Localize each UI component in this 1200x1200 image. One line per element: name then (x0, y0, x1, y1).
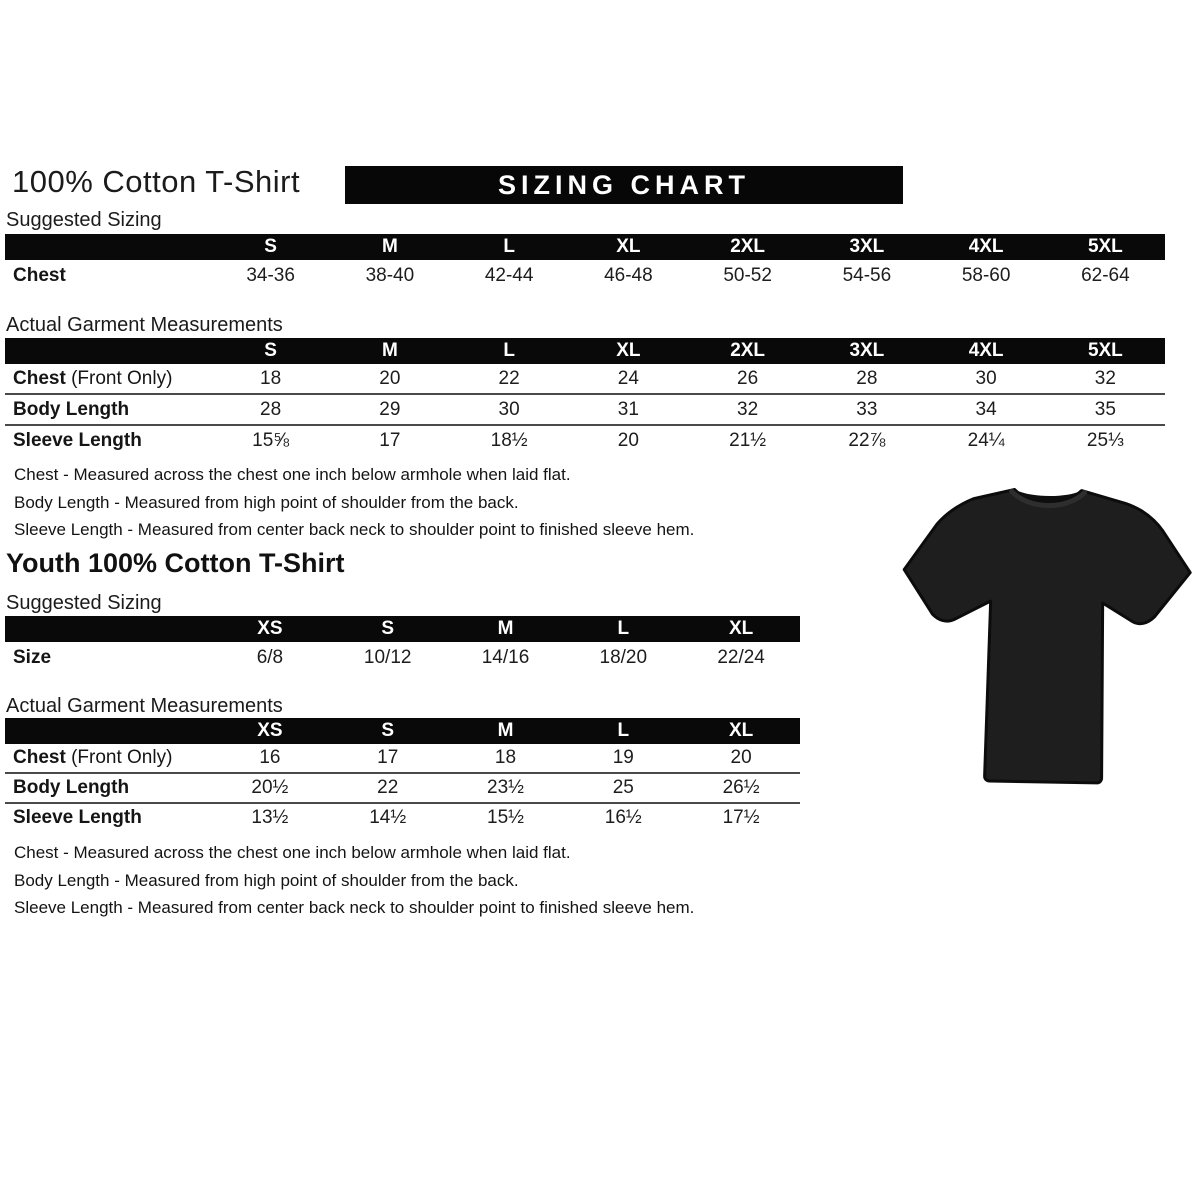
column-header: L (617, 618, 630, 639)
note-body-length: Body Length - Measured from high point of shoulder from the back. (14, 870, 519, 890)
column-header: 5XL (1087, 340, 1123, 361)
row-label (5, 368, 211, 390)
row-label-text: Body Length (13, 398, 130, 420)
row-label (5, 777, 211, 799)
column-header: M (381, 236, 398, 257)
table-cell: 50-52 (723, 264, 772, 286)
note-sleeve-length: Sleeve Length - Measured from center back neck to shoulder point to finished sleeve hem. (14, 898, 695, 917)
row-label-suffix: (Front Only) (65, 367, 173, 389)
table-cell: 18 (494, 747, 517, 768)
column-header: L (617, 720, 630, 741)
column-header: S (264, 340, 277, 361)
table-cell: 17½ (722, 807, 760, 828)
table-cell: 15½ (487, 807, 524, 828)
table-cell: 20 (379, 367, 401, 389)
table-cell: 16 (259, 747, 281, 768)
table-cell: 34-36 (246, 264, 295, 286)
column-header: 4XL (968, 236, 1004, 257)
row-label (5, 399, 211, 421)
table-cell: 22/24 (717, 646, 765, 668)
table-cell: 19 (612, 747, 634, 768)
row-label (5, 807, 211, 829)
note-body-length: Body Length - Measured from high point of shoulder from the back. (14, 492, 519, 512)
note-chest: Chest - Measured across the chest one inch below armhole when laid flat. (14, 465, 571, 484)
table-cell: 38-40 (365, 264, 415, 286)
column-header: 3XL (849, 236, 885, 257)
table-cell: 54-56 (842, 264, 892, 286)
adult-actual-heading: Actual Garment Measurements (6, 314, 283, 336)
table-cell: 20 (617, 429, 639, 451)
table-cell: 46-48 (604, 264, 653, 286)
column-header: 4XL (968, 340, 1004, 361)
table-cell: 22 (498, 367, 520, 389)
column-header: 2XL (730, 340, 766, 361)
table-cell: 20 (730, 747, 752, 768)
adult-title: 100% Cotton T-Shirt (12, 164, 301, 199)
adult-suggested-table (5, 234, 1165, 291)
table-row (5, 642, 800, 673)
column-header: 3XL (849, 340, 885, 361)
table-cell: 28 (856, 367, 878, 389)
youth-actual-table (5, 718, 800, 832)
youth-suggested-header-row (5, 616, 800, 642)
table-cell: 30 (498, 398, 520, 420)
column-header: S (264, 236, 277, 257)
table-cell: 20½ (251, 777, 289, 798)
table-row (5, 744, 800, 774)
column-header: 2XL (730, 236, 766, 257)
table-cell: 13½ (251, 807, 289, 828)
row-label-text: Chest (13, 264, 66, 286)
row-label-text: Chest (13, 367, 66, 389)
row-label-text: Sleeve Length (13, 429, 142, 451)
column-header: 5XL (1087, 236, 1123, 257)
table-cell: 32 (1094, 367, 1116, 389)
table-cell: 14/16 (481, 646, 530, 668)
adult-actual-header-row (5, 338, 1165, 364)
row-label-suffix: (Front Only) (65, 747, 173, 768)
table-cell: 42-44 (484, 264, 534, 286)
table-cell: 21½ (729, 429, 767, 451)
table-cell: 6/8 (256, 646, 284, 668)
row-label-text: Body Length (13, 777, 130, 798)
table-cell: 22 (377, 777, 399, 798)
table-cell: 30 (975, 367, 997, 389)
row-label (5, 747, 211, 769)
youth-suggested-heading: Suggested Sizing (6, 592, 162, 614)
table-cell: 10/12 (363, 646, 412, 668)
column-header: XL (728, 618, 754, 639)
black-tshirt-image (893, 474, 1198, 806)
column-header: M (497, 720, 514, 741)
table-cell: 33 (856, 398, 878, 420)
column-header: XS (257, 720, 283, 741)
table-cell: 14½ (369, 807, 407, 828)
table-cell: 62-64 (1081, 264, 1130, 286)
row-label-text: Size (13, 646, 52, 668)
table-cell: 18/20 (599, 646, 648, 668)
table-row (5, 260, 1165, 291)
youth-actual-header-row (5, 718, 800, 744)
youth-actual-heading: Actual Garment Measurements (6, 695, 283, 717)
youth-measurement-notes (14, 844, 694, 927)
table-cell: 58-60 (961, 264, 1011, 286)
table-cell: 17 (379, 429, 401, 451)
table-cell: 26 (737, 367, 759, 389)
sizing-chart-banner-label: SIZING CHART (498, 169, 750, 200)
table-cell: 24 (617, 367, 639, 389)
column-header: XL (616, 340, 641, 361)
table-cell: 32 (737, 398, 759, 420)
column-header: M (381, 340, 398, 361)
column-header: L (503, 236, 515, 257)
adult-measurement-notes (14, 466, 694, 549)
adult-suggested-header-row (5, 234, 1165, 260)
table-cell: 26½ (722, 777, 760, 798)
row-label (5, 430, 211, 452)
table-cell: 34 (975, 398, 997, 420)
column-header: S (381, 720, 395, 741)
tshirt-svg (893, 474, 1198, 806)
table-cell: 28 (260, 398, 282, 420)
table-cell: 16½ (604, 807, 642, 828)
column-header: XL (728, 720, 754, 741)
table-cell: 17 (377, 747, 399, 768)
table-cell: 24¼ (967, 429, 1005, 451)
table-cell: 25⅓ (1086, 429, 1124, 451)
table-row (5, 426, 1165, 455)
table-cell: 15⅝ (252, 429, 290, 451)
table-cell: 22⅞ (848, 429, 886, 451)
column-header: XS (257, 618, 283, 639)
table-cell: 31 (617, 398, 639, 420)
row-label (5, 265, 211, 287)
table-cell: 18 (260, 367, 282, 389)
table-cell: 25 (612, 777, 634, 798)
note-sleeve-length: Sleeve Length - Measured from center back neck to shoulder point to finished sleeve hem. (14, 520, 695, 539)
column-header: L (503, 340, 515, 361)
table-cell: 18½ (490, 429, 528, 451)
column-header: XL (616, 236, 641, 257)
table-row (5, 364, 1165, 395)
youth-suggested-table (5, 616, 800, 673)
table-cell: 29 (379, 398, 401, 420)
row-label (5, 647, 211, 669)
row-label-text: Chest (13, 747, 66, 768)
youth-title: Youth 100% Cotton T-Shirt (6, 548, 345, 578)
note-chest: Chest - Measured across the chest one inch below armhole when laid flat. (14, 843, 571, 862)
table-row (5, 804, 800, 832)
sizing-chart-banner (345, 166, 903, 204)
column-header: S (381, 618, 395, 639)
adult-suggested-heading: Suggested Sizing (6, 209, 162, 231)
table-row (5, 395, 1165, 426)
column-header: M (497, 618, 514, 639)
row-label-text: Sleeve Length (13, 807, 142, 828)
table-cell: 23½ (487, 777, 524, 798)
adult-actual-table (5, 338, 1165, 455)
table-row (5, 774, 800, 804)
table-cell: 35 (1094, 398, 1116, 420)
